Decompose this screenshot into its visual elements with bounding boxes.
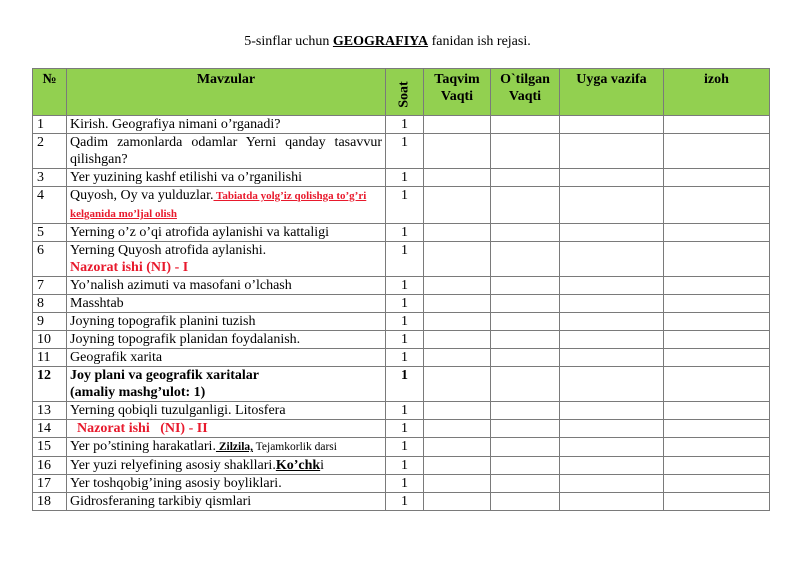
row-topic-extra-b: Tejamkorlik darsi [253, 441, 337, 453]
row-number: 10 [33, 331, 67, 349]
table-row [33, 493, 770, 511]
row-number: 1 [33, 116, 67, 134]
row-hours: 1 [386, 134, 424, 169]
title-suffix: fanidan ish rejasi. [428, 34, 531, 49]
row-topic: Joyning topografik planidan foydalanish. [67, 331, 386, 349]
row-hours: 1 [386, 420, 424, 438]
cell-homework [560, 295, 664, 313]
table-row [33, 187, 770, 224]
row-hours: 1 [386, 277, 424, 295]
row-number: 3 [33, 169, 67, 187]
cell-planned [424, 475, 491, 493]
row-topic-note: Tabiatda yolg’iz qolishga to’g’ri kelganida mo’ljal olish [70, 190, 367, 220]
row-number: 15 [33, 438, 67, 457]
cell-planned [424, 420, 491, 438]
row-topic-text: Yerning Quyosh atrofida aylanishi. [70, 243, 267, 258]
row-topic [67, 420, 386, 438]
row-topic [67, 438, 386, 457]
row-topic-text: Yer yuzi relyefining asosiy shakllari. [70, 458, 276, 473]
row-hours: 1 [386, 493, 424, 511]
table-row [33, 420, 770, 438]
table-row [33, 224, 770, 242]
row-number: 6 [33, 242, 67, 277]
cell-note [664, 277, 770, 295]
cell-planned [424, 438, 491, 457]
cell-note [664, 457, 770, 475]
title-subject: GEOGRAFIYA [332, 34, 429, 49]
cell-done [491, 349, 560, 367]
row-topic [67, 242, 386, 277]
cell-note [664, 367, 770, 402]
table-row [33, 134, 770, 169]
cell-homework [560, 134, 664, 169]
header-done-date: O`tilgan Vaqti [491, 69, 560, 116]
cell-planned [424, 187, 491, 224]
cell-planned [424, 134, 491, 169]
row-hours: 1 [386, 224, 424, 242]
cell-note [664, 224, 770, 242]
cell-note [664, 187, 770, 224]
row-number: 13 [33, 402, 67, 420]
cell-planned [424, 169, 491, 187]
row-hours: 1 [386, 331, 424, 349]
cell-planned [424, 295, 491, 313]
cell-homework [560, 475, 664, 493]
row-topic: Yer yuzining kashf etilishi va o’rganilishi [67, 169, 386, 187]
cell-homework [560, 402, 664, 420]
cell-note [664, 169, 770, 187]
cell-homework [560, 438, 664, 457]
row-hours: 1 [386, 438, 424, 457]
cell-done [491, 169, 560, 187]
cell-done [491, 116, 560, 134]
row-topic: Geografik xarita [67, 349, 386, 367]
row-topic: Gidrosferaning tarkibiy qismlari [67, 493, 386, 511]
table-row [33, 116, 770, 134]
cell-note [664, 438, 770, 457]
table-row [33, 331, 770, 349]
row-topic: Masshtab [67, 295, 386, 313]
cell-homework [560, 349, 664, 367]
title-prefix: 5-sinflar uchun [244, 34, 333, 49]
cell-homework [560, 169, 664, 187]
cell-note [664, 402, 770, 420]
cell-homework [560, 277, 664, 295]
cell-done [491, 187, 560, 224]
row-topic: Kirish. Geografiya nimani o’rganadi? [67, 116, 386, 134]
table-row [33, 349, 770, 367]
cell-note [664, 420, 770, 438]
row-number: 2 [33, 134, 67, 169]
cell-planned [424, 402, 491, 420]
cell-planned [424, 349, 491, 367]
cell-planned [424, 367, 491, 402]
cell-note [664, 242, 770, 277]
header-homework: Uyga vazifa [560, 69, 664, 116]
cell-planned [424, 331, 491, 349]
cell-note [664, 331, 770, 349]
cell-homework [560, 242, 664, 277]
table-row [33, 367, 770, 402]
row-hours: 1 [386, 116, 424, 134]
header-topics: Mavzular [67, 69, 386, 116]
cell-done [491, 457, 560, 475]
row-hours: 1 [386, 457, 424, 475]
row-topic-text: Yer po’stining harakatlari. [70, 439, 216, 454]
table-row [33, 295, 770, 313]
row-topic [67, 187, 386, 224]
cell-homework [560, 313, 664, 331]
row-number: 16 [33, 457, 67, 475]
table-row [33, 242, 770, 277]
cell-homework [560, 116, 664, 134]
cell-homework [560, 331, 664, 349]
cell-done [491, 475, 560, 493]
control-work-label: Nazorat ishi (NI) - II [70, 421, 208, 436]
cell-planned [424, 224, 491, 242]
cell-done [491, 295, 560, 313]
cell-note [664, 475, 770, 493]
row-number: 11 [33, 349, 67, 367]
row-topic-subtext: (amaliy mashg’ulot: 1) [70, 385, 206, 400]
cell-note [664, 295, 770, 313]
row-hours: 1 [386, 402, 424, 420]
table-row [33, 457, 770, 475]
row-number: 7 [33, 277, 67, 295]
control-work-label: Nazorat ishi (NI) - I [70, 260, 189, 275]
row-topic: Yer toshqobig’ining asosiy boyliklari. [67, 475, 386, 493]
row-hours: 1 [386, 475, 424, 493]
cell-done [491, 420, 560, 438]
lesson-plan-table [32, 68, 770, 511]
cell-homework [560, 187, 664, 224]
row-number: 18 [33, 493, 67, 511]
cell-planned [424, 457, 491, 475]
row-number: 8 [33, 295, 67, 313]
row-topic-text: Quyosh, Oy va yulduzlar. [70, 188, 214, 203]
document-title [0, 34, 775, 50]
cell-note [664, 349, 770, 367]
cell-done [491, 367, 560, 402]
row-hours: 1 [386, 295, 424, 313]
row-topic: Qadim zamonlarda odamlar Yerni qanday tasavvur qilishgan? [67, 134, 386, 169]
row-topic: Yo’nalish azimuti va masofani o’lchash [67, 277, 386, 295]
cell-planned [424, 116, 491, 134]
row-number: 14 [33, 420, 67, 438]
table-row [33, 438, 770, 457]
cell-planned [424, 277, 491, 295]
cell-homework [560, 493, 664, 511]
row-hours: 1 [386, 187, 424, 224]
row-hours: 1 [386, 313, 424, 331]
table-row [33, 277, 770, 295]
cell-note [664, 493, 770, 511]
row-hours: 1 [386, 349, 424, 367]
table-row [33, 169, 770, 187]
cell-planned [424, 493, 491, 511]
cell-homework [560, 420, 664, 438]
row-topic-text: Joy plani va geografik xaritalar [70, 368, 259, 383]
row-topic: Yerning o’z o’qi atrofida aylanishi va kattaligi [67, 224, 386, 242]
cell-done [491, 402, 560, 420]
row-number: 5 [33, 224, 67, 242]
cell-note [664, 313, 770, 331]
cell-done [491, 277, 560, 295]
cell-planned [424, 313, 491, 331]
table-row [33, 475, 770, 493]
row-number: 9 [33, 313, 67, 331]
row-topic: Joyning topografik planini tuzish [67, 313, 386, 331]
table-row [33, 313, 770, 331]
header-number: № [33, 69, 67, 116]
row-hours: 1 [386, 242, 424, 277]
row-topic [67, 457, 386, 475]
table-row [33, 402, 770, 420]
row-topic: Yerning qobiqli tuzulganligi. Litosfera [67, 402, 386, 420]
cell-homework [560, 224, 664, 242]
row-hours: 1 [386, 169, 424, 187]
cell-done [491, 438, 560, 457]
cell-homework [560, 457, 664, 475]
cell-done [491, 134, 560, 169]
row-number: 17 [33, 475, 67, 493]
row-number: 12 [33, 367, 67, 402]
cell-done [491, 224, 560, 242]
header-note: izoh [664, 69, 770, 116]
row-topic-extra-underlined: Ko’chk [275, 458, 321, 473]
header-row [33, 69, 770, 116]
cell-done [491, 242, 560, 277]
cell-homework [560, 367, 664, 402]
row-topic-extra-end: i [320, 458, 325, 473]
header-hours: Soat [386, 69, 424, 116]
cell-done [491, 313, 560, 331]
row-topic [67, 367, 386, 402]
row-number: 4 [33, 187, 67, 224]
cell-done [491, 493, 560, 511]
cell-done [491, 331, 560, 349]
cell-note [664, 116, 770, 134]
cell-note [664, 134, 770, 169]
row-topic-extra-a: Zilzila, [215, 441, 254, 453]
cell-planned [424, 242, 491, 277]
row-hours: 1 [386, 367, 424, 402]
header-planned-date: Taqvim Vaqti [424, 69, 491, 116]
